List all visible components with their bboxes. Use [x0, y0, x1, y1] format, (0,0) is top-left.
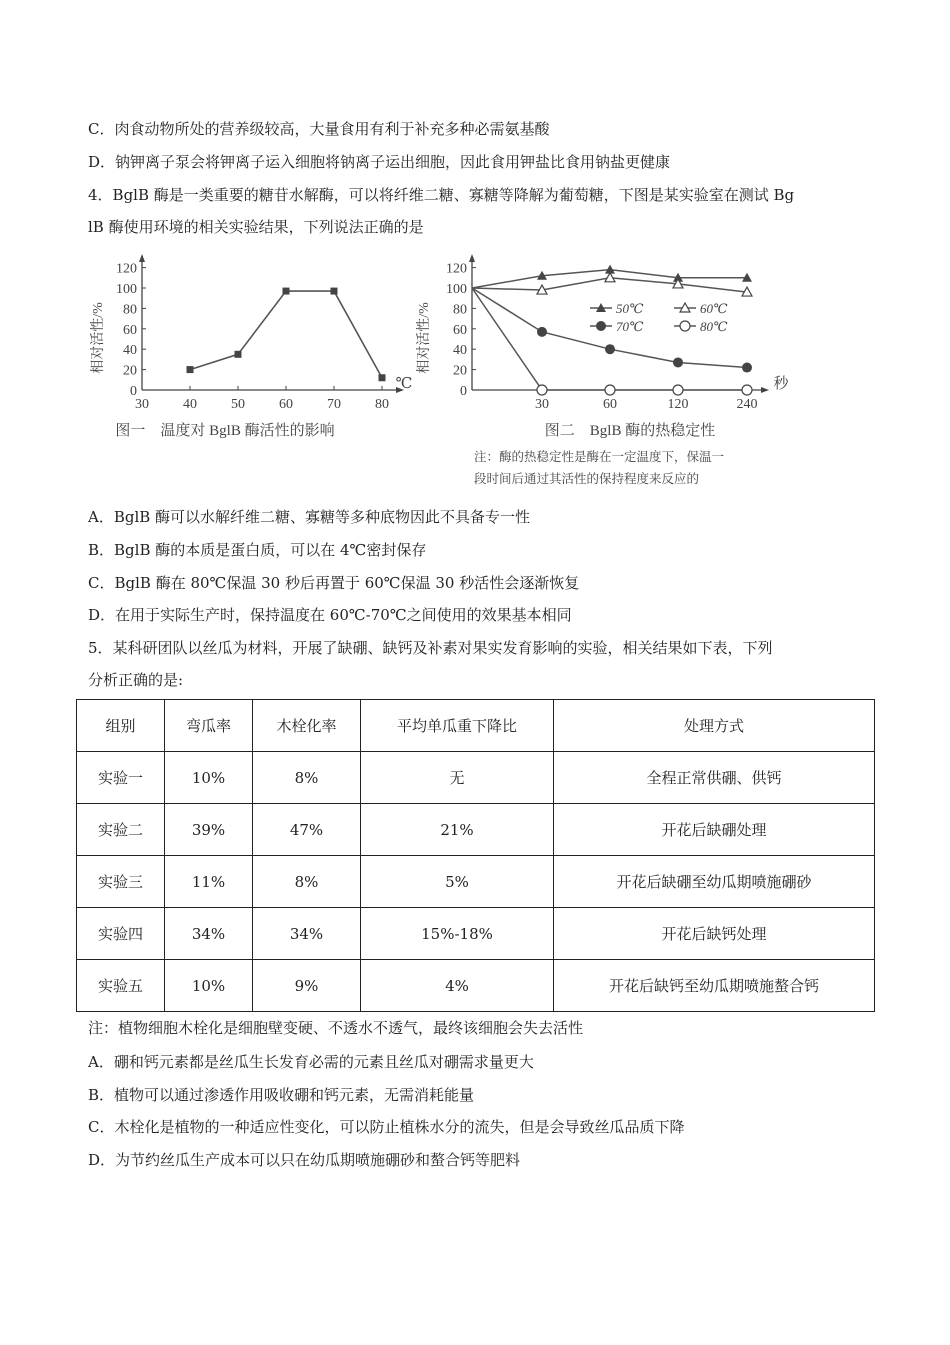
figure1-x-unit: ℃ [395, 376, 413, 392]
q4-stem-line-2: lB 酶使用环境的相关实验结果，下列说法正确的是 [88, 218, 424, 236]
table-cell: 15%-18% [361, 908, 554, 960]
header-treatment: 处理方式 [554, 700, 875, 752]
header-bent-rate: 弯瓜率 [165, 700, 253, 752]
q5-stem-line-1: 5．某科研团队以丝瓜为材料，开展了缺硼、缺钙及补素对果实发育影响的实验，相关结果如下表，下列 [88, 639, 773, 657]
table-cell: 开花后缺硼至幼瓜期喷施硼砂 [554, 856, 875, 908]
figure2-data-point [605, 385, 615, 395]
q3-option-c: C．肉食动物所处的营养级较高，大量食用有利于补充多种必需氨基酸 [88, 120, 550, 138]
q3-option-d: D．钠钾离子泵会将钾离子运入细胞将钠离子运出细胞，因此食用钾盐比食用钠盐更健康 [88, 153, 671, 171]
figure2-data-point [537, 327, 547, 337]
figure2-y-arrow [469, 254, 475, 262]
figure2-y-tick-label: 20 [453, 363, 467, 379]
q4-stem-line-1: 4．BglB 酶是一类重要的糖苷水解酶，可以将纤维二糖、寡糖等降解为葡萄糖，下图是某实验室在测试 Bg [88, 186, 795, 204]
figure2-data-point [742, 385, 752, 395]
table-cell: 5% [361, 856, 554, 908]
figure2-y-tick-label: 80 [453, 302, 467, 318]
table-cell: 39% [165, 804, 253, 856]
figure1-y-tick-label: 0 [130, 384, 137, 399]
table-cell: 开花后缺钙处理 [554, 908, 875, 960]
figure1-y-arrow [139, 254, 145, 262]
figure2-y-tick-label: 0 [460, 384, 467, 399]
table-cell: 开花后缺钙至幼瓜期喷施螯合钙 [554, 960, 875, 1012]
q4-option-a: A．BglB 酶可以水解纤维二糖、寡糖等多种底物因此不具备专一性 [88, 508, 531, 526]
figure1-data-point [379, 374, 386, 381]
table-cell: 4% [361, 960, 554, 1012]
figure1-x-tick-label: 40 [183, 397, 197, 412]
figure2-legend-marker [680, 321, 690, 331]
figure1-x-tick-label: 80 [375, 397, 389, 412]
header-suberization-rate: 木栓化率 [253, 700, 361, 752]
table-cell: 10% [165, 960, 253, 1012]
table-cell: 开花后缺硼处理 [554, 804, 875, 856]
figure2-legend-label: 70℃ [616, 319, 644, 334]
table-cell: 无 [361, 752, 554, 804]
table-cell: 实验三 [77, 856, 165, 908]
figure1-data-point [235, 351, 242, 358]
figure1-y-tick-label: 20 [123, 363, 137, 379]
figure2-caption: 图二 BglB 酶的热稳定性 [544, 423, 716, 439]
q5-stem-line-2: 分析正确的是: [88, 671, 184, 689]
table-row [77, 804, 875, 856]
figure1-x-tick-label: 50 [231, 397, 245, 412]
figure2-x-tick-label: 30 [535, 397, 549, 412]
figure1-x-tick-label: 30 [135, 397, 149, 412]
table-cell: 11% [165, 856, 253, 908]
figure2-legend-label: 50℃ [616, 301, 644, 316]
figure1-series-line [190, 291, 382, 378]
experiment-table [76, 699, 875, 1012]
figure1-y-tick-label: 60 [123, 322, 137, 338]
figure2-y-tick-label: 40 [453, 343, 467, 359]
figure1-y-tick-label: 120 [116, 261, 137, 277]
figure2-y-tick-label: 60 [453, 322, 467, 338]
table-cell: 10% [165, 752, 253, 804]
figure2-x-tick-label: 120 [667, 397, 689, 412]
figure2-data-point [537, 385, 547, 395]
table-row [77, 960, 875, 1012]
figure2-y-tick-label: 120 [446, 261, 467, 277]
figure1-data-point [283, 288, 290, 295]
figure2-x-tick-label: 60 [603, 397, 617, 412]
table-cell: 实验四 [77, 908, 165, 960]
figure1-y-tick-label: 40 [123, 343, 137, 359]
figure1-x-tick-label: 60 [279, 397, 293, 412]
table-cell: 实验五 [77, 960, 165, 1012]
figure2-legend [590, 301, 728, 334]
table-row [77, 752, 875, 804]
table-cell: 8% [253, 856, 361, 908]
q4-option-b: B．BglB 酶的本质是蛋白质，可以在 4℃密封保存 [88, 541, 427, 559]
q5-table-note: 注：植物细胞木栓化是细胞壁变硬、不透水不透气，最终该细胞会失去活性 [88, 1019, 584, 1037]
figure2-legend-marker [596, 321, 606, 331]
table-cell: 实验二 [77, 804, 165, 856]
figure2-note-line-1: 注：酶的热稳定性是酶在一定温度下，保温一 [474, 450, 725, 464]
figure1-x-tick-label: 70 [327, 397, 341, 412]
figure2-ylabel: 相对活性/% [417, 302, 432, 374]
figure2-legend-label: 80℃ [700, 319, 728, 334]
figure2-data-point [605, 344, 615, 354]
table-cell: 实验一 [77, 752, 165, 804]
figure-thermal-stability [412, 248, 797, 498]
table-row [77, 856, 875, 908]
figure2-data-point [742, 363, 752, 373]
figure1-caption: 图一 温度对 BglB 酶活性的影响 [115, 423, 335, 439]
figure1-data-point [331, 288, 338, 295]
q5-option-d: D．为节约丝瓜生产成本可以只在幼瓜期喷施硼砂和螯合钙等肥料 [88, 1151, 521, 1169]
figure2-data-point [673, 385, 683, 395]
table-row [77, 908, 875, 960]
q4-option-d: D．在用于实际生产时，保持温度在 60℃-70℃之间使用的效果基本相同 [88, 606, 572, 624]
figure1-y-tick-label: 100 [116, 282, 137, 297]
figure1-y-tick-label: 80 [123, 302, 137, 318]
table-cell: 21% [361, 804, 554, 856]
table-cell: 34% [165, 908, 253, 960]
table-header-row [77, 700, 875, 752]
figure2-data-point [673, 357, 683, 367]
figure2-x-arrow [761, 387, 769, 393]
table-cell: 9% [253, 960, 361, 1012]
header-group: 组别 [77, 700, 165, 752]
q5-option-c: C．木栓化是植物的一种适应性变化，可以防止植株水分的流失，但是会导致丝瓜品质下降 [88, 1118, 685, 1136]
table-cell: 34% [253, 908, 361, 960]
figure2-x-unit: 秒 [773, 376, 789, 392]
q5-option-a: A．硼和钙元素都是丝瓜生长发育必需的元素且丝瓜对硼需求量更大 [88, 1053, 534, 1071]
figure2-note-line-2: 段时间后通过其活性的保持程度来反应的 [474, 472, 700, 486]
q4-option-c: C．BglB 酶在 80℃保温 30 秒后再置于 60℃保温 30 秒活性会逐渐恢复 [88, 574, 580, 592]
table-cell: 8% [253, 752, 361, 804]
figure2-legend-label: 60℃ [700, 301, 728, 316]
figure1-data-point [187, 366, 194, 373]
table-cell: 47% [253, 804, 361, 856]
header-weight-drop: 平均单瓜重下降比 [361, 700, 554, 752]
figure1-ylabel: 相对活性/% [91, 302, 106, 374]
figure2-data-point [605, 273, 615, 282]
q5-option-b: B．植物可以通过渗透作用吸收硼和钙元素，无需消耗能量 [88, 1086, 475, 1104]
figure2-y-tick-label: 100 [446, 282, 467, 297]
figure2-x-tick-label: 240 [736, 397, 758, 412]
figure-temperature-activity [90, 248, 420, 448]
table-cell: 全程正常供硼、供钙 [554, 752, 875, 804]
